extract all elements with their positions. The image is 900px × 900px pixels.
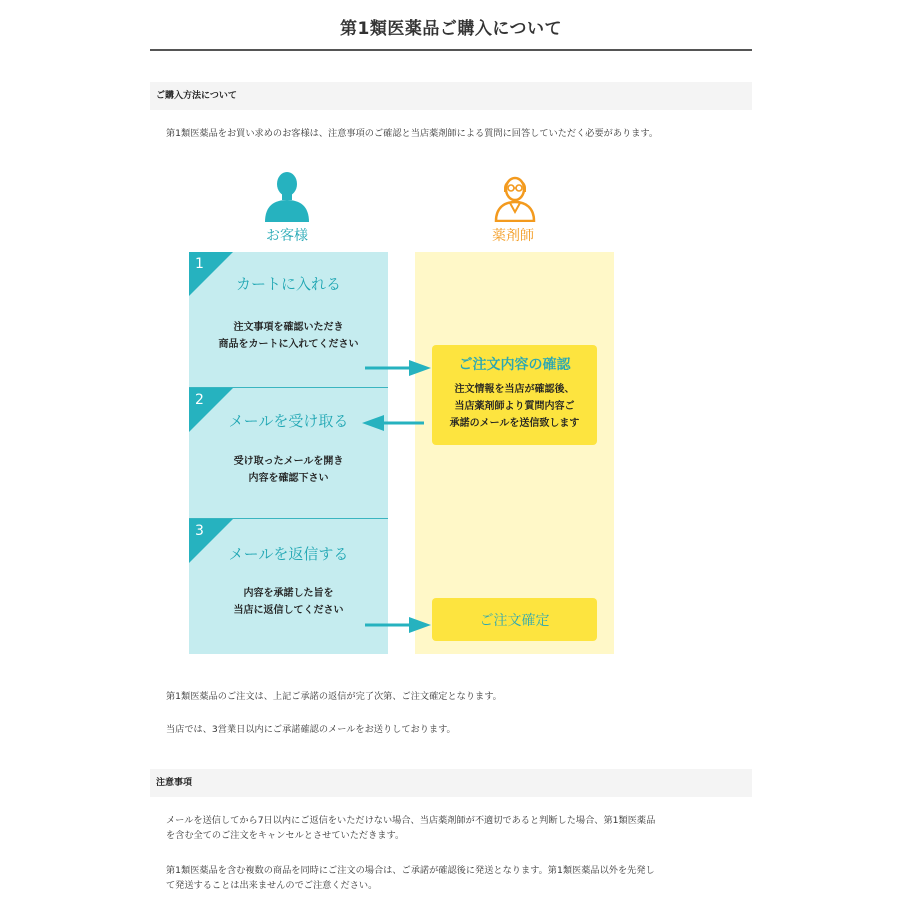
order-finalized-box bbox=[432, 598, 597, 641]
pharmacist-person-icon bbox=[490, 170, 540, 222]
customer-person-icon bbox=[262, 170, 312, 222]
order-confirm-note: 第1類医薬品のご注文は、上記ご承諾の返信が完了次第、ご注文確定となります。 bbox=[166, 691, 502, 702]
order-confirm-box bbox=[432, 345, 597, 445]
pharmacist-column bbox=[415, 252, 614, 654]
page-title: 第1類医薬品ご購入について bbox=[340, 19, 562, 39]
step-number: 2 bbox=[195, 392, 204, 408]
final-box-title: ご注文確定 bbox=[479, 613, 550, 629]
caution-text-2-line1: 第1類医薬品を含む複数の商品を同時にご注文の場合は、ご承諾が確認後に発送となります。第1類医薬品以外を先発し bbox=[166, 865, 655, 876]
caution-text-1-line2: を含む全てのご注文をキャンセルとさせていただきます。 bbox=[166, 830, 405, 841]
step-desc-line1: 受け取ったメールを開き bbox=[233, 456, 344, 467]
step-desc-line2: 内容を確認下さい bbox=[248, 473, 329, 484]
confirm-box-line1: 注文情報を当店が確認後、 bbox=[454, 384, 575, 395]
intro-text: 第1類医薬品をお買い求めのお客様は、注意事項のご確認と当店薬剤師による質問に回答していただく必要があります。 bbox=[166, 128, 659, 139]
caution-text-2-line2: て発送することは出来ませんのでご注意ください。 bbox=[166, 880, 378, 891]
left-arrow-icon bbox=[362, 415, 424, 431]
right-arrow-icon bbox=[365, 617, 431, 633]
customer-label: お客様 bbox=[266, 228, 308, 244]
email-timing-note: 当店では、3営業日以内にご承諾確認のメールをお送りしております。 bbox=[166, 724, 456, 735]
section-heading-cautions: 注意事項 bbox=[150, 769, 752, 797]
confirm-box-line3: 承諾のメールを送信致します bbox=[449, 418, 580, 429]
step-desc-line1: 内容を承諾した旨を bbox=[243, 588, 334, 599]
confirm-box-line2: 当店薬剤師より質問内容ご bbox=[454, 401, 575, 412]
title-divider bbox=[150, 49, 752, 51]
section-heading-purchase-method: ご購入方法について bbox=[150, 82, 752, 110]
step-number: 3 bbox=[195, 523, 204, 539]
step-desc-line1: 注文事項を確認いただき bbox=[233, 322, 344, 333]
pharmacist-label: 薬剤師 bbox=[492, 228, 534, 244]
right-arrow-icon bbox=[365, 360, 431, 376]
step-title: メールを受け取る bbox=[228, 412, 349, 430]
step-desc-line2: 商品をカートに入れてください bbox=[218, 339, 359, 350]
confirm-box-title: ご注文内容の確認 bbox=[458, 357, 571, 373]
step-title: カートに入れる bbox=[235, 275, 341, 293]
step-desc-line2: 当店に返信してください bbox=[233, 605, 344, 616]
caution-text-1-line1: メールを送信してから7日以内にご返信をいただけない場合、当店薬剤師が不適切であると判断した場合、第1類医薬品 bbox=[166, 815, 656, 826]
step-title: メールを返信する bbox=[228, 545, 349, 563]
step-number: 1 bbox=[195, 256, 204, 272]
